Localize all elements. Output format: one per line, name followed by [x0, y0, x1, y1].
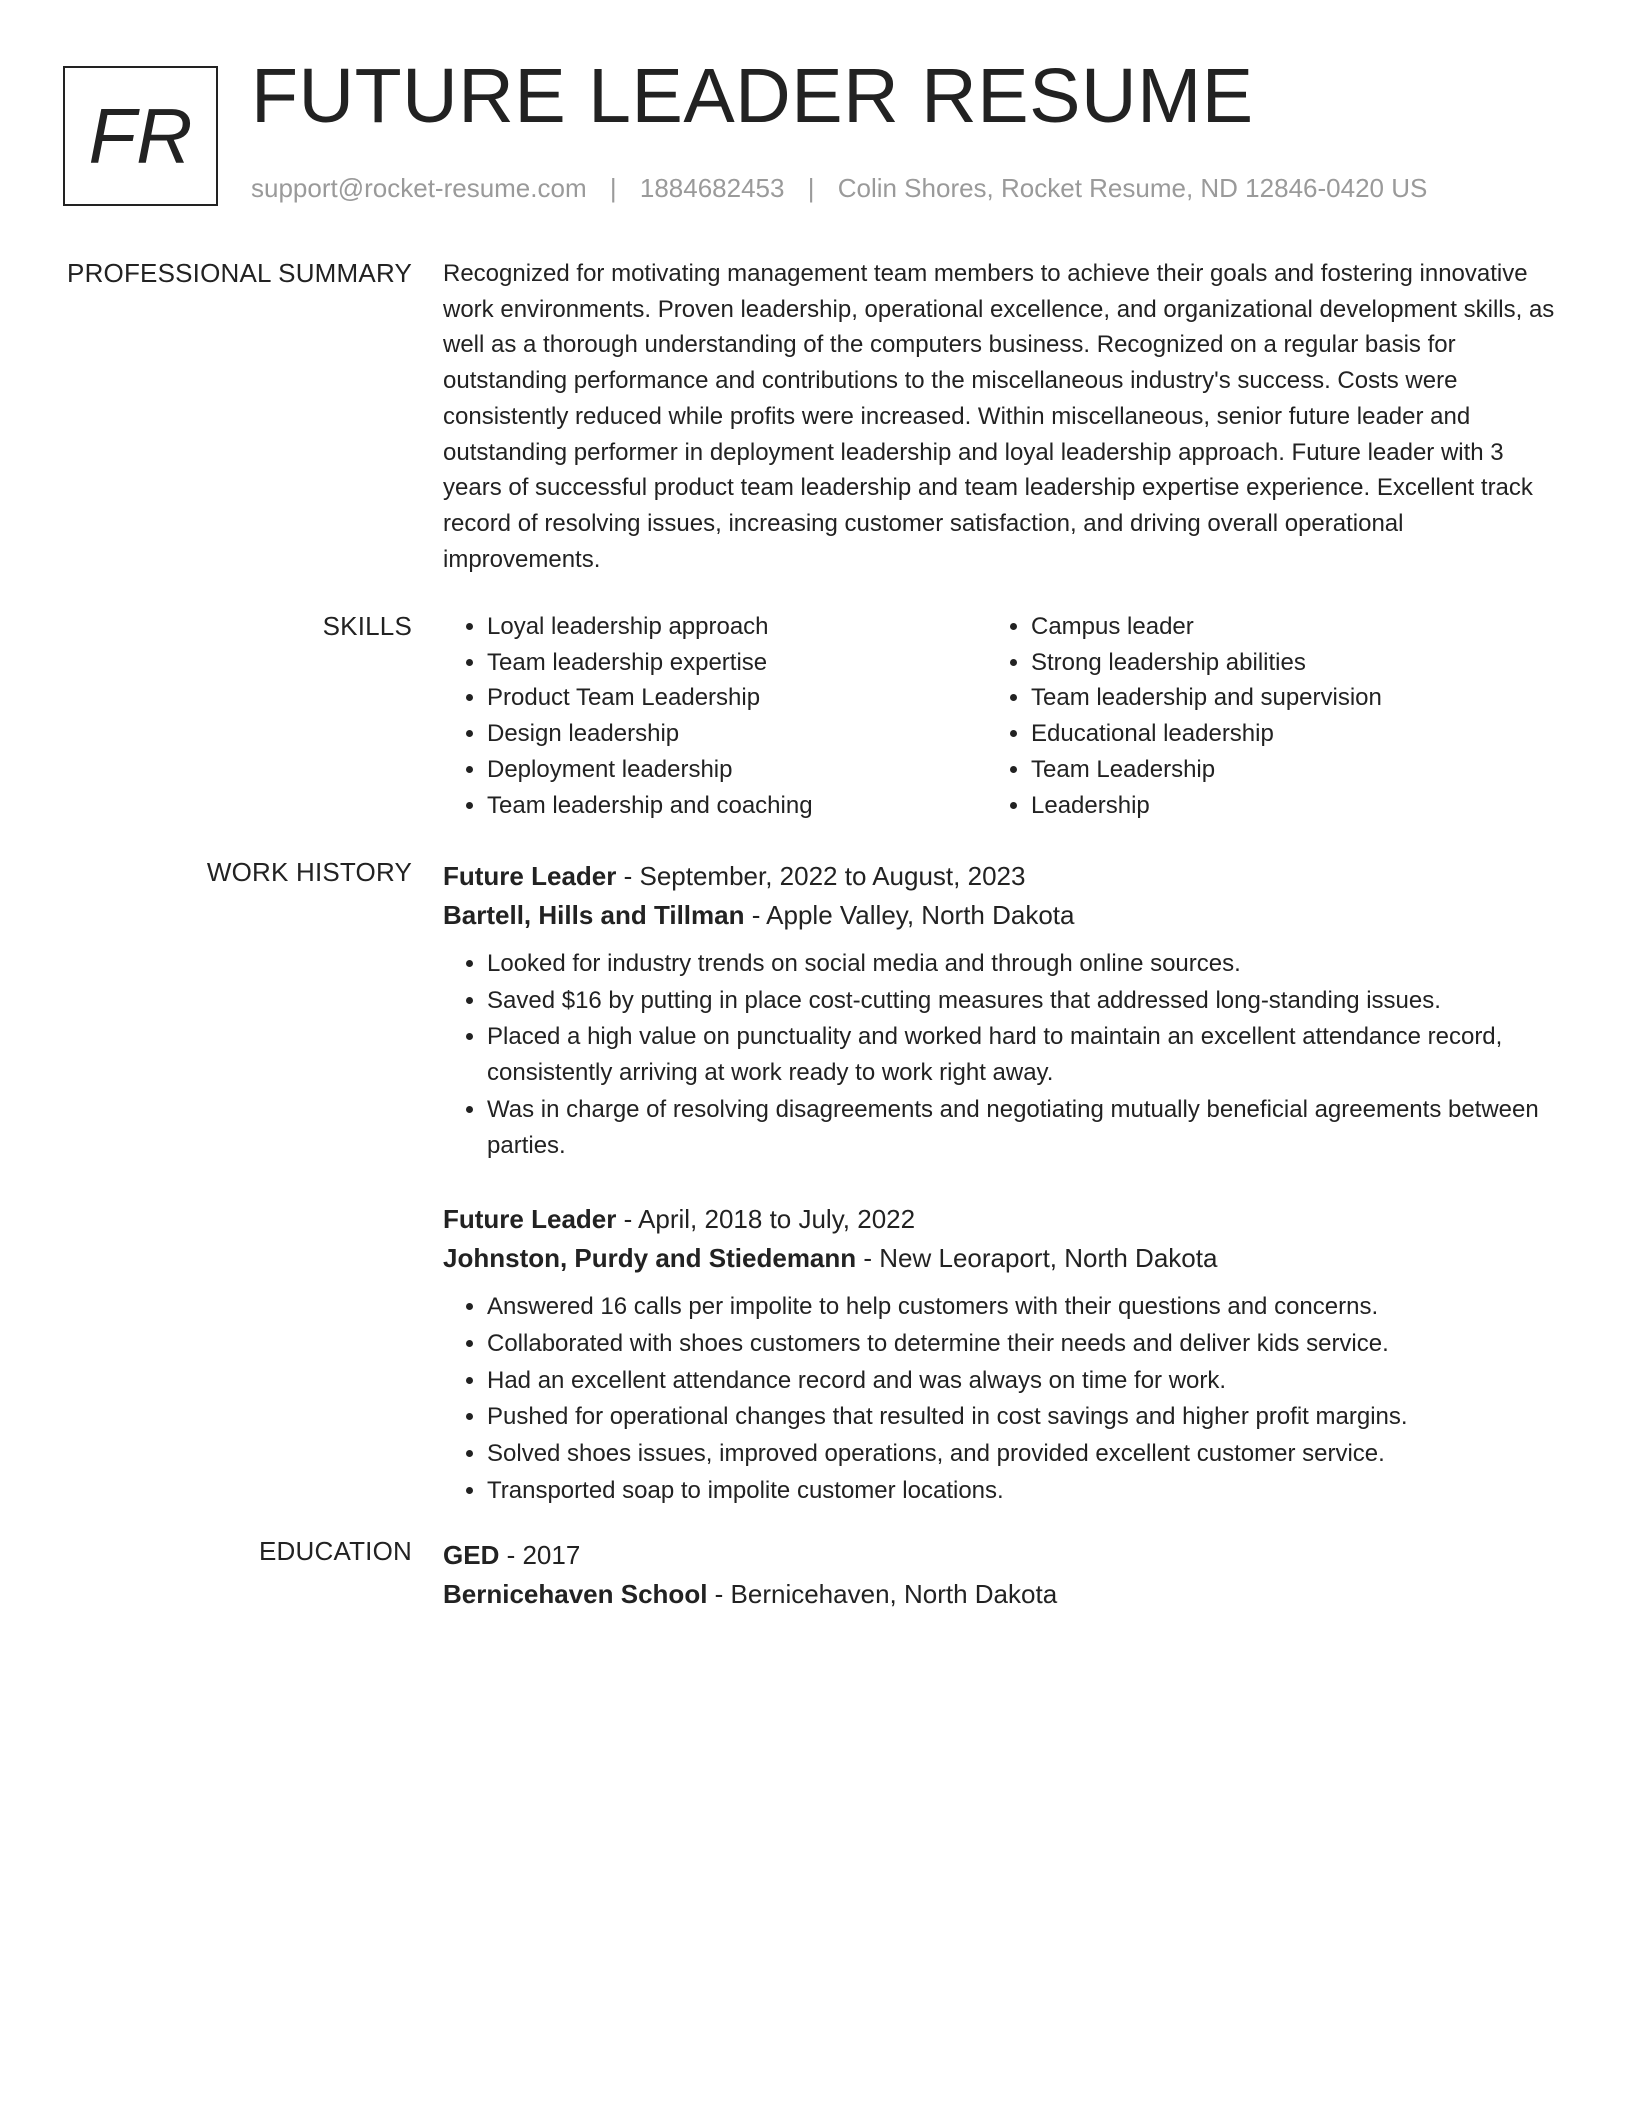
job-company: Bartell, Hills and Tillman: [443, 900, 745, 930]
job-dates: - September, 2022 to August, 2023: [616, 861, 1026, 891]
skill-item: • Loyal leadership approach: [487, 609, 813, 645]
job-title-line: [443, 1200, 1558, 1239]
summary-text: Recognized for motivating management team members to achieve their goals and fostering innovative work environments. Proven leadership, operational excellence, and organizational development skills, as well as a thorough understanding of the computers business. Recognized on a regular basis for outstanding performance and contributions to the miscellaneous industry's success. Costs were consistently reduced while profits were increased. Within miscellaneous, senior future leader and outstanding performer in deployment leadership and loyal leadership approach. Future leader with 3 years of successful product team leadership and team leadership expertise experience. Excellent track record of resolving issues, increasing customer satisfaction, and driving overall operational improvements.: [443, 260, 1555, 573]
job-entry: [443, 857, 1558, 1163]
skill-item: • Product Team Leadership: [487, 680, 813, 716]
contact-separator: |: [609, 173, 617, 203]
education-degree: GED: [443, 1540, 500, 1570]
skills-heading: SKILLS: [322, 611, 412, 641]
skill-item: • Team leadership and coaching: [487, 788, 813, 824]
job-company-line: [443, 896, 1558, 935]
job-title: Future Leader: [443, 861, 617, 891]
monogram-badge: [63, 66, 218, 206]
skill-item: • Team Leadership: [1031, 752, 1382, 788]
monogram-initials: FR: [88, 91, 193, 180]
job-bullet: • Answered 16 calls per impolite to help customers with their questions and concerns.: [487, 1289, 1558, 1325]
job-location: - New Leoraport, North Dakota: [856, 1243, 1218, 1274]
resume-title: FUTURE LEADER RESUME: [251, 53, 1254, 139]
work-history-heading: WORK HISTORY: [206, 857, 412, 887]
skills-list-right: [987, 609, 1382, 823]
contact-separator: |: [807, 173, 815, 203]
skill-item: • Deployment leadership: [487, 752, 813, 788]
skills-list-left: [443, 609, 813, 823]
job-company: Johnston, Purdy and Stiedemann: [443, 1243, 857, 1274]
summary-heading: PROFESSIONAL SUMMARY: [67, 258, 412, 288]
skill-item: • Strong leadership abilities: [1031, 645, 1382, 681]
job-bullet: • Solved shoes issues, improved operations, and provided excellent customer service.: [487, 1436, 1558, 1472]
job-bullet: • Looked for industry trends on social media and through online sources.: [487, 946, 1558, 982]
job-location: - Apple Valley, North Dakota: [744, 900, 1075, 930]
job-bullet: • Collaborated with shoes customers to determine their needs and deliver kids service.: [487, 1326, 1558, 1362]
job-entry: [443, 1200, 1558, 1508]
skill-item: • Leadership: [1031, 788, 1382, 824]
education-year: - 2017: [499, 1540, 581, 1570]
contact-address: Colin Shores, Rocket Resume, ND 12846-0420 US: [837, 173, 1428, 203]
job-title-line: [443, 857, 1558, 896]
summary-body: [443, 256, 1558, 577]
job-bullet: • Placed a high value on punctuality and worked hard to maintain an excellent attendance record, consistently arriving at work ready to work right away.: [487, 1019, 1558, 1090]
education-school-line: [443, 1575, 1558, 1614]
job-bullet: • Pushed for operational changes that resulted in cost savings and higher profit margins.: [487, 1399, 1558, 1435]
education-location: - Bernicehaven, North Dakota: [707, 1579, 1058, 1609]
job-company-line: [443, 1239, 1558, 1278]
job-bullet: • Was in charge of resolving disagreements and negotiating mutually beneficial agreements between parties.: [487, 1092, 1558, 1163]
skills-body: [443, 609, 1558, 829]
work-history-body: [443, 857, 1558, 1509]
education-body: [443, 1536, 1558, 1614]
education-heading: EDUCATION: [259, 1536, 412, 1566]
job-title: Future Leader: [443, 1204, 617, 1235]
contact-email: support@rocket-resume.com: [251, 173, 587, 203]
skill-item: • Educational leadership: [1031, 716, 1382, 752]
job-bullet: • Saved $16 by putting in place cost-cutting measures that addressed long-standing issues.: [487, 983, 1558, 1019]
skill-item: • Team leadership expertise: [487, 645, 813, 681]
job-dates: - April, 2018 to July, 2022: [616, 1204, 916, 1235]
job-bullets: [443, 946, 1558, 1163]
skill-item: • Design leadership: [487, 716, 813, 752]
education-school: Bernicehaven School: [443, 1579, 708, 1609]
skill-item: • Campus leader: [1031, 609, 1382, 645]
skill-item: • Team leadership and supervision: [1031, 680, 1382, 716]
job-bullet: • Transported soap to impolite customer locations.: [487, 1473, 1558, 1509]
education-degree-line: [443, 1536, 1558, 1575]
job-bullet: • Had an excellent attendance record and was always on time for work.: [487, 1363, 1558, 1399]
contact-phone: 1884682453: [639, 173, 785, 203]
job-bullets: [443, 1289, 1558, 1508]
contact-line: [251, 173, 1427, 204]
